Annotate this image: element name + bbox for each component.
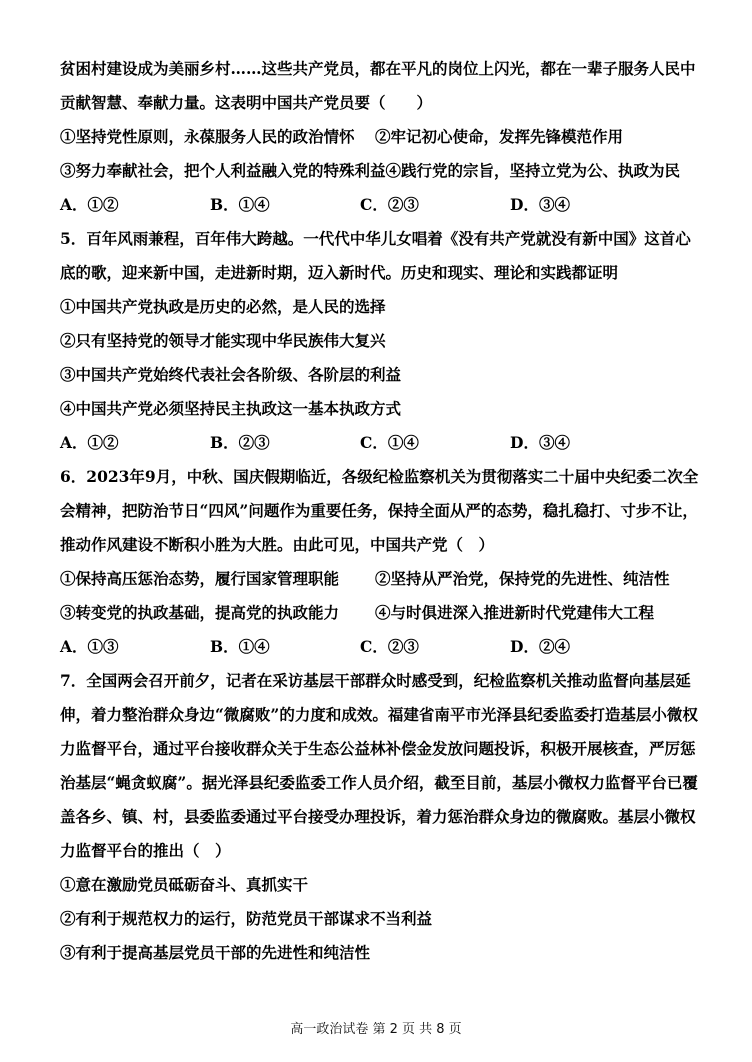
question-6-option-1: ①保持高压惩治态势，履行国家管理职能 [60, 569, 340, 588]
question-5-option-3: ③中国共产党始终代表社会各阶级、各阶层的利益 [60, 365, 402, 384]
question-4-stem-line: 贫困村建设成为美丽乡村……这些共产党员，都在平凡的岗位上闪光，都在一辈子服务人民中 [60, 59, 696, 78]
question-6-stem-line: 6．2023年9月，中秋、国庆假期临近，各级纪检监察机关为贯彻落实二十届中央纪委二次全 [60, 467, 699, 486]
question-4-stem-line: 贡献智慧、奉献力量。这表明中国共产党员要（ ） [60, 93, 433, 112]
question-4-option-2: ②牢记初心使命，发挥先锋模范作用 [375, 127, 624, 146]
question-7-stem-line: 盖各乡、镇、村，县委监委通过平台接受办理投诉，着力惩治群众身边的微腐败。基层小微权 [60, 807, 696, 826]
question-4-option-1: ①坚持党性原则，永葆服务人民的政治情怀 [60, 127, 355, 146]
question-7-stem-line: 治基层“蝇贪蚁腐”。据光泽县纪委监委工作人员介绍，截至目前，基层小微权力监督平台已覆 [60, 773, 698, 792]
question-6-choices [60, 630, 700, 664]
question-7-stem-line: 7．全国两会召开前夕，记者在采访基层干部群众时感受到，纪检监察机关推动监督向基层延 [60, 671, 691, 690]
question-4-choice-a: A．①② [60, 195, 119, 214]
question-5-choices [60, 426, 700, 460]
question-4-choice-c: C．②③ [360, 195, 419, 214]
question-6-choice-c: C．②③ [360, 637, 419, 656]
question-7-stem-line: 伸，着力整治群众身边“微腐败”的力度和成效。福建省南平市光泽县纪委监委打造基层小微权 [60, 705, 698, 724]
question-6-choice-b: B．①④ [210, 637, 270, 656]
exam-page [60, 52, 700, 970]
question-5-choice-b: B．②③ [210, 433, 270, 452]
question-4-choice-d: D．③④ [510, 195, 570, 214]
question-7-stem-line: 力监督平台，通过平台接收群众关于生态公益林补偿金发放问题投诉，积极开展核查，严厉惩 [60, 739, 696, 758]
question-5-option-2: ②只有坚持党的领导才能实现中华民族伟大复兴 [60, 331, 386, 350]
question-6-stem-line: 会精神，把防治节日“四风”问题作为重要任务，保持全面从严的态势，稳扎稳打、寸步不让， [60, 501, 698, 520]
question-6-option-4: ④与时俱进深入推进新时代党建伟大工程 [375, 603, 655, 622]
question-7-option-3: ③有利于提高基层党员干部的先进性和纯洁性 [60, 943, 371, 962]
question-7 [60, 664, 700, 970]
page-footer: 高一政治试卷 第 2 页 共 8 页 [290, 1022, 462, 1037]
question-5-stem-line: 5．百年风雨兼程，百年伟大跨越。一代代中华儿女唱着《没有共产党就没有新中国》这首心 [60, 229, 691, 248]
question-6-choice-a: A．①③ [60, 637, 119, 656]
question-4 [60, 52, 700, 222]
question-6-options-row [60, 596, 700, 630]
question-7-option-1: ①意在激励党员砥砺奋斗、真抓实干 [60, 875, 309, 894]
question-5-option-4: ④中国共产党必须坚持民主执政这一基本执政方式 [60, 399, 402, 418]
question-4-options-row [60, 120, 700, 154]
question-7-stem-line: 力监督平台的推出（ ） [60, 841, 231, 860]
question-5-option-1: ①中国共产党执政是历史的必然，是人民的选择 [60, 297, 386, 316]
question-5 [60, 222, 700, 460]
question-5-choice-a: A．①② [60, 433, 119, 452]
question-6-choice-d: D．②④ [510, 637, 570, 656]
question-7-option-2: ②有利于规范权力的运行，防范党员干部谋求不当利益 [60, 909, 433, 928]
question-5-choice-c: C．①④ [360, 433, 419, 452]
question-4-choice-b: B．①④ [210, 195, 270, 214]
question-6-options-row [60, 562, 700, 596]
question-5-choice-d: D．③④ [510, 433, 570, 452]
question-6-option-2: ②坚持从严治党，保持党的先进性、纯洁性 [375, 569, 670, 588]
question-4-option-3-4: ③努力奉献社会，把个人利益融入党的特殊利益④践行党的宗旨，坚持立党为公、执政为民 [60, 161, 681, 180]
question-6-option-3: ③转变党的执政基础，提高党的执政能力 [60, 603, 340, 622]
question-5-stem-line: 底的歌，迎来新中国，走进新时期，迈入新时代。历史和现实、理论和实践都证明 [60, 263, 619, 282]
question-6-stem-line: 推动作风建设不断积小胜为大胜。由此可见，中国共产党（ ） [60, 535, 495, 554]
question-4-choices [60, 188, 700, 222]
question-6 [60, 460, 700, 664]
